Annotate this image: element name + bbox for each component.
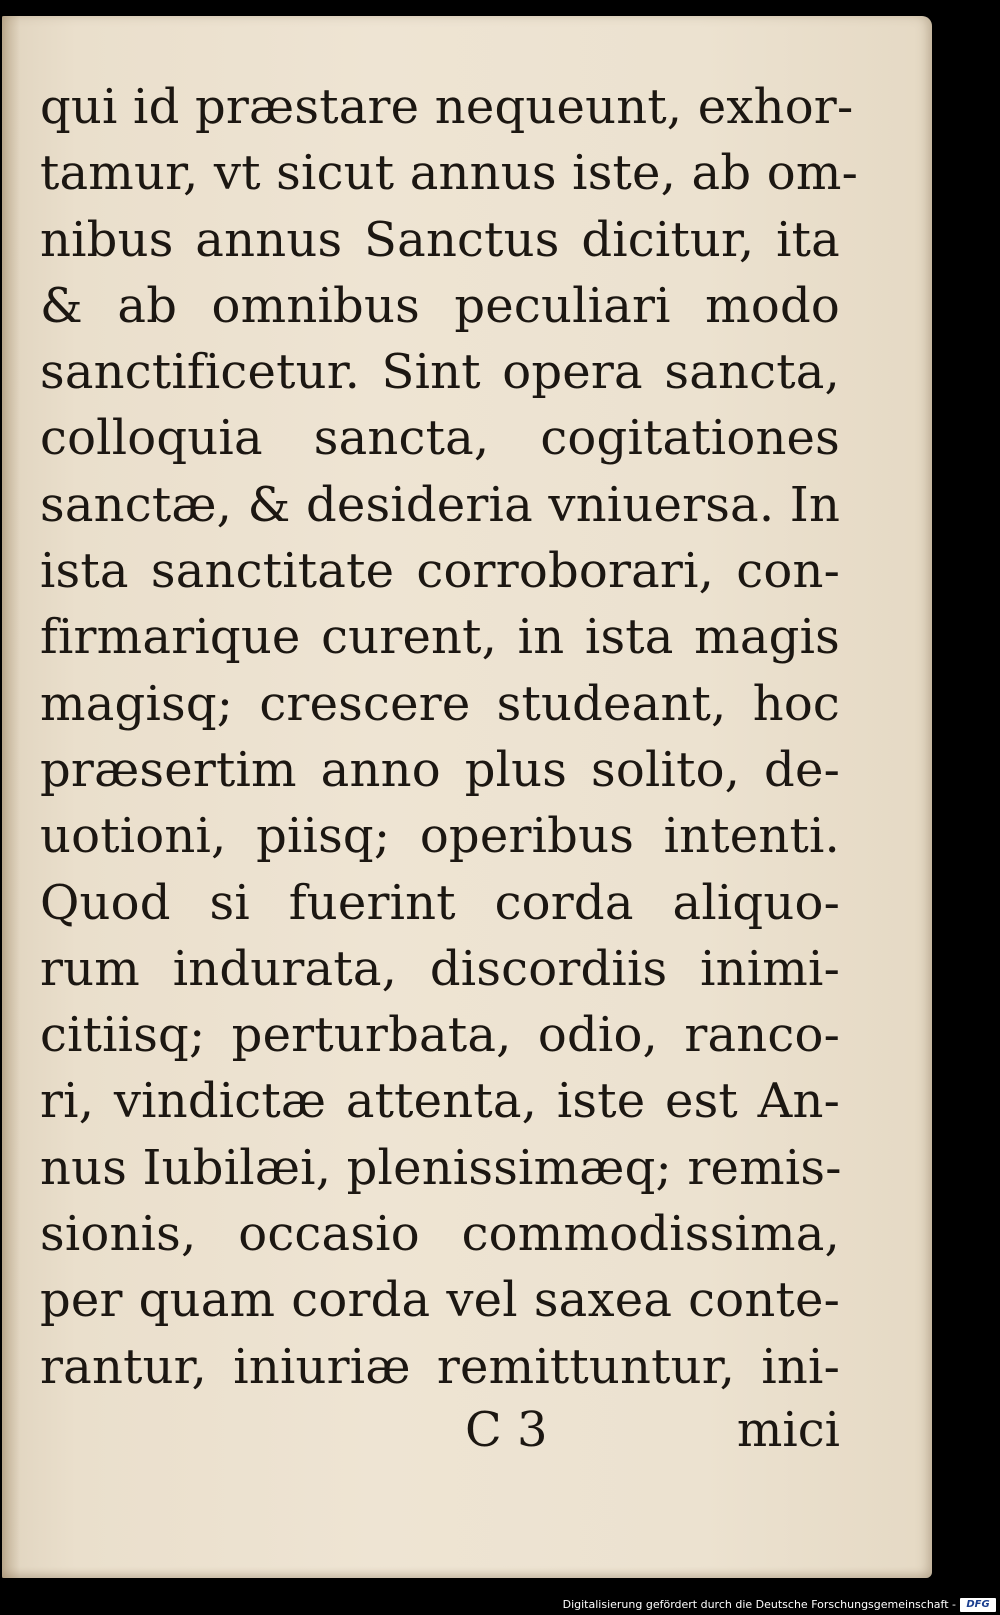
text-line: rantur, iniuriæ remittuntur, ini-: [40, 1338, 840, 1395]
dfg-logo: DFG: [960, 1598, 996, 1612]
funding-credit: Digitalisierung gefördert durch die Deutsche Forschungsgemeinschaft -: [562, 1598, 956, 1611]
book-page: [2, 16, 932, 1578]
catchword: mici: [736, 1402, 840, 1458]
text-line: firmarique curent, in ista magis: [40, 609, 840, 666]
body-text: [40, 74, 858, 1400]
credit-bar: [0, 1593, 1000, 1615]
text-line: Quod si fuerint corda aliquo-: [40, 874, 840, 931]
text-line: & ab omnibus peculiari modo: [40, 277, 840, 334]
text-line: citiisq; perturbata, odio, ranco-: [40, 1007, 840, 1064]
text-line: per quam corda vel saxea conte-: [40, 1272, 840, 1329]
text-line: sionis, occasio commodissima,: [40, 1206, 840, 1263]
text-line: ri, vindictæ attenta, iste est An-: [40, 1073, 840, 1130]
text-line: magisq; crescere studeant, hoc: [40, 675, 840, 732]
text-line: ista sanctitate corroborari, con-: [40, 543, 840, 600]
text-line: præsertim anno plus solito, de-: [40, 741, 840, 798]
text-line: nibus annus Sanctus dicitur, ita: [40, 211, 840, 268]
text-line: sanctæ, & desideria vniuersa. In: [40, 476, 841, 533]
text-line: uotioni, piisq; operibus intenti.: [40, 808, 840, 865]
text-line: colloquia sancta, cogitationes: [40, 410, 840, 467]
signature-mark: C 3: [465, 1402, 548, 1458]
text-line: sanctificetur. Sint opera sancta,: [40, 344, 840, 401]
page-footer: [40, 1402, 840, 1472]
text-line: qui id præstare nequeunt, exhor-: [40, 79, 854, 135]
text-line: nus Iubilæi, plenissimæq; remis-: [40, 1139, 842, 1196]
text-line: rum indurata, discordiis inimi-: [40, 940, 840, 997]
text-line: tamur, vt sicut annus iste, ab om-: [40, 145, 858, 202]
